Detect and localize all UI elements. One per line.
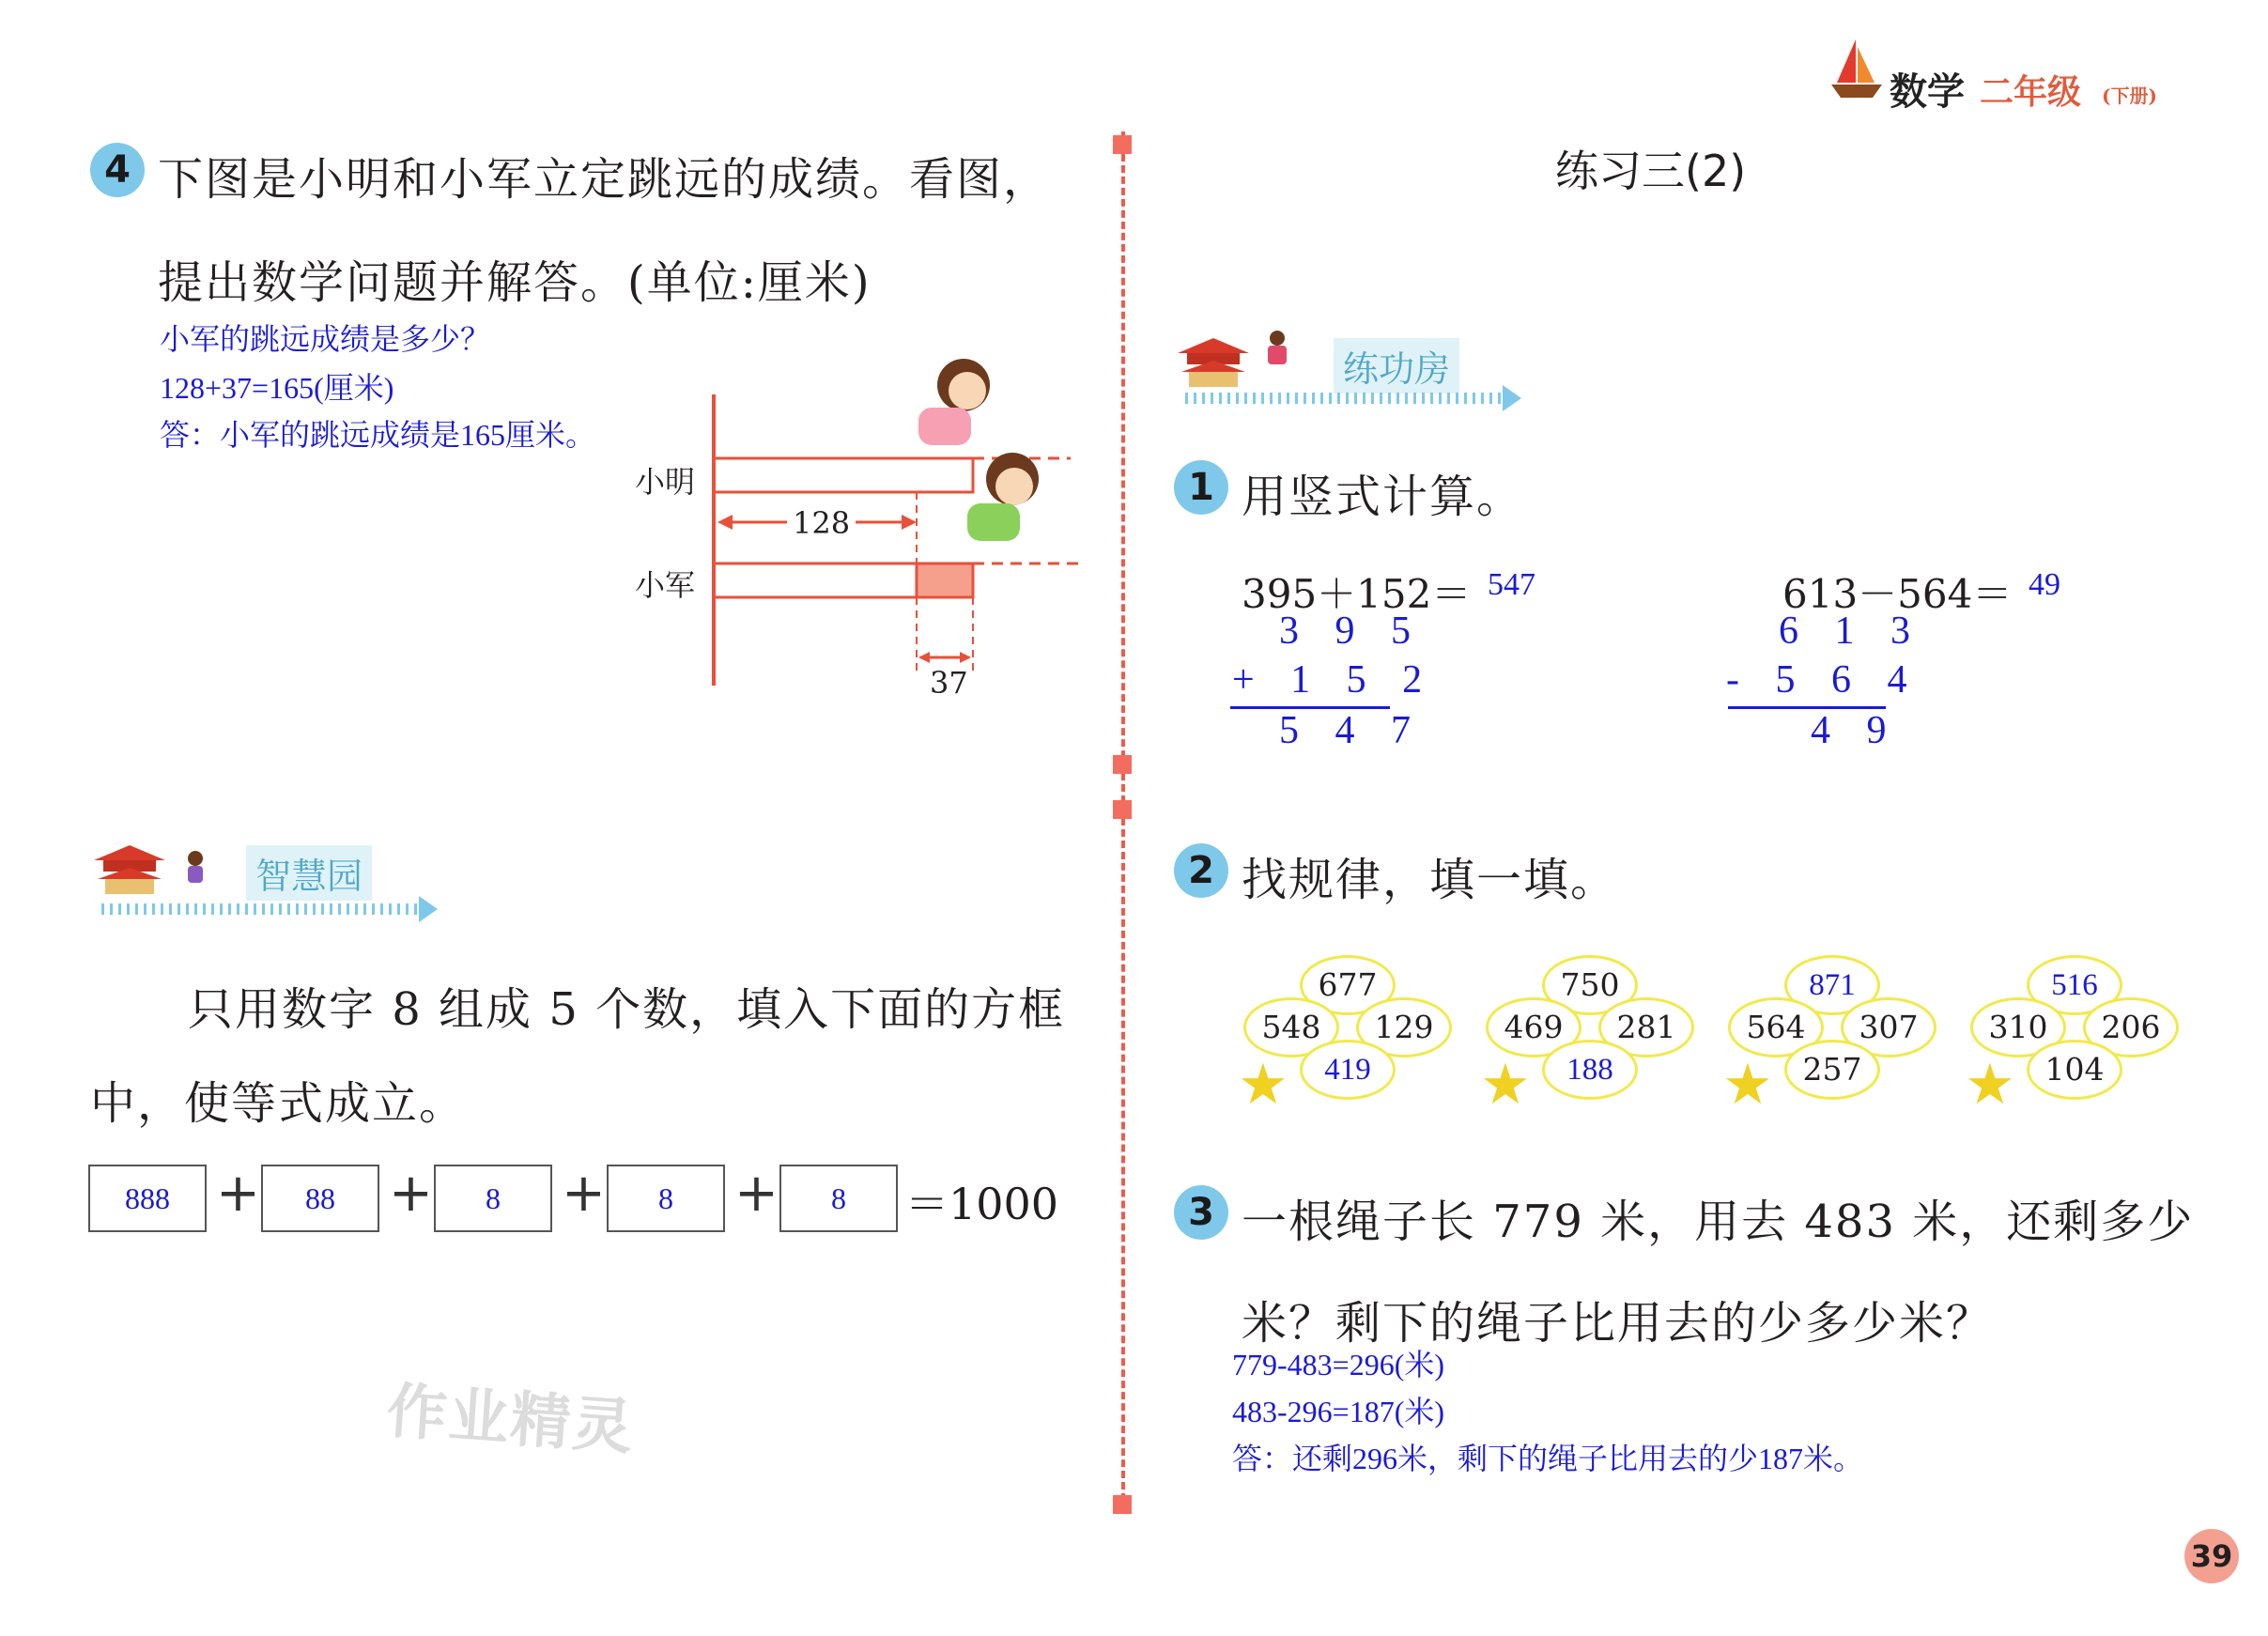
pattern-oval-left: 469 [1486,997,1581,1057]
handwritten-answer: 小军的跳远成绩是多少？ [160,322,491,356]
equation: 613－564＝ [1782,571,2013,617]
page-title: 练习三(2) [1555,146,1747,196]
section-title: 练功房 [1334,338,1459,394]
puzzle-text: 中，使等式成立。 [90,1077,467,1130]
star-mascot-icon: ★ [1965,1052,2015,1118]
divider-marker [1113,800,1132,819]
handwritten-answer: 答：小军的跳远成绩是165厘米。 [160,418,596,452]
page-divider [1121,131,1125,1512]
plus-sign: + [216,1163,260,1224]
question-text: 用竖式计算。 [1242,471,1524,523]
pattern-oval-top: 677 [1300,955,1396,1015]
child-figure-icon [1258,329,1296,381]
puzzle-text: 只用数字 8 组成 5 个数，填入下面的方框 [188,983,1066,1036]
child-figure-icon [178,849,212,896]
jump-diagram [620,338,1108,695]
section-ruler [101,903,421,915]
figure-label-b: 小军 [635,567,696,603]
pattern-oval-left: 310 [1970,997,2066,1057]
answer-box: 8 [779,1165,898,1232]
answer-box: 8 [434,1165,552,1232]
equation-result: ＝1000 [905,1179,1059,1229]
pattern-oval-top: 516 [2027,955,2122,1015]
answer-box: 8 [607,1165,725,1232]
vertical-calc-top: 3 9 5 [1279,610,1424,653]
answer-box: 888 [88,1165,207,1232]
equation-answer: 49 [2029,567,2060,602]
figure-value-a: 128 [787,505,856,541]
pattern-oval-right: 129 [1356,997,1452,1057]
page-number: 39 [2184,1529,2239,1583]
pattern-oval-right: 307 [1841,997,1936,1057]
question-text: 提出数学问题并解答。(单位:厘米) [158,256,872,309]
pagoda-icon [1174,336,1253,389]
vertical-calc-mid: - 5 6 4 [1726,658,1921,702]
handwritten-answer: 128+37=165(厘米) [160,371,394,405]
vertical-calc-result: 4 9 [1811,709,1900,752]
vertical-calc-top: 6 1 3 [1779,610,1923,653]
plus-sign: + [562,1163,606,1224]
star-mascot-icon: ★ [1722,1052,1773,1118]
question-text: 下图是小明和小军立定跳远的成绩。看图， [158,153,1051,206]
answer-box: 88 [261,1165,379,1232]
pattern-oval-top: 871 [1784,955,1880,1015]
handwritten-answer: 779-483=296(米) [1232,1348,1445,1381]
section-ruler [1185,393,1504,404]
arrow-icon [1503,385,1521,411]
pattern-oval-right: 281 [1598,997,1694,1057]
arrow-icon [419,896,438,922]
watermark: 作业精灵 [384,1376,637,1464]
question-number: 3 [1174,1185,1228,1240]
pattern-oval-bottom: 419 [1300,1040,1396,1100]
pattern-oval-bottom: 104 [2027,1040,2122,1100]
boat-logo-icon [1829,36,1884,101]
header-volume: (下册) [2102,85,2157,107]
vertical-calc-result: 5 4 7 [1279,709,1424,752]
pattern-oval-bottom: 188 [1542,1040,1638,1100]
plus-sign: + [734,1163,779,1224]
handwritten-answer: 483-296=187(米) [1232,1395,1445,1428]
handwritten-answer: 答：还剩296米，剩下的绳子比用去的少187米。 [1232,1442,1864,1475]
question-text: 米？剩下的绳子比用去的少多少米？ [1242,1297,1994,1350]
divider-marker [1113,1495,1132,1514]
figure-value-diff: 37 [930,665,968,701]
question-number: 1 [1174,460,1228,515]
divider-marker [1113,755,1132,774]
question-number: 2 [1174,843,1228,898]
header-subject: 数学 [1890,70,1965,114]
header-grade: 二年级 [1980,72,2082,112]
equation-answer: 547 [1488,567,1535,602]
question-text: 找规律，填一填。 [1242,854,1618,906]
divider-marker [1113,135,1132,154]
pattern-oval-right: 206 [2083,997,2179,1057]
equation: 395＋152＝ [1242,571,1472,617]
section-title: 智慧园 [246,845,372,901]
pattern-oval-top: 750 [1542,955,1638,1015]
plus-sign: + [389,1163,433,1224]
pagoda-icon [90,843,169,896]
pattern-oval-left: 548 [1243,997,1339,1057]
vertical-calc-mid: + 1 5 2 [1232,658,1436,702]
star-mascot-icon: ★ [1238,1052,1288,1118]
question-number: 4 [90,143,145,197]
pattern-oval-bottom: 257 [1784,1040,1880,1100]
star-mascot-icon: ★ [1480,1052,1531,1118]
question-text: 一根绳子长 779 米，用去 483 米，还剩多少 [1242,1196,2195,1248]
pattern-oval-left: 564 [1728,997,1824,1057]
figure-label-a: 小明 [635,464,696,500]
